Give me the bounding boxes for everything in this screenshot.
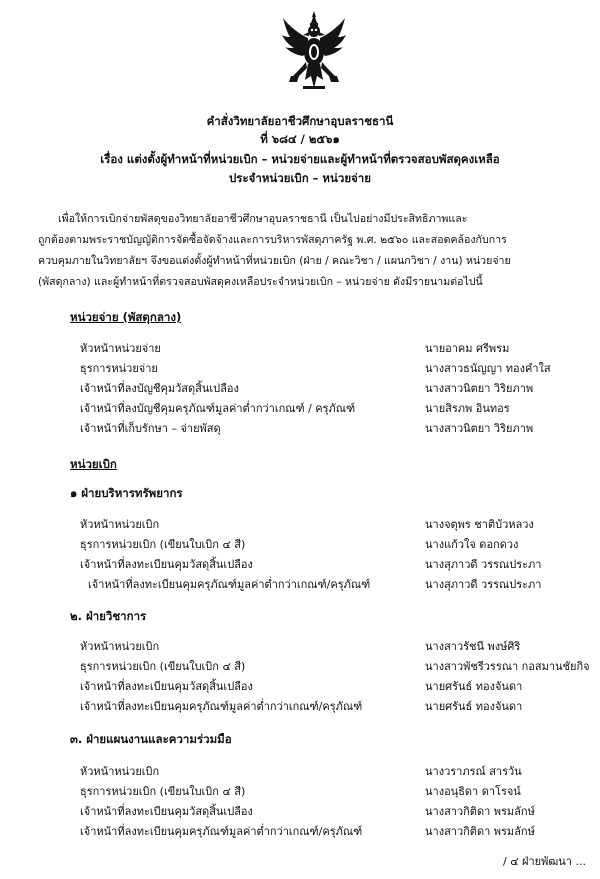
list-item: [0, 680, 600, 696]
body-line: (พัสดุกลาง) และผู้ทำหน้าที่ตรวจสอบพัสดุคงเหลือประจำหน่วยเบิก – หน่วยจ่าย ดังมีรายนามต่อไปนี้: [38, 276, 483, 288]
person-name: นางสาวกิติดา พรมลักษ์: [425, 805, 535, 818]
role-label: ธุรการหน่วยเบิก (เขียนใบเบิก ๔ สี): [80, 538, 246, 551]
page-continuation: / ๔ ฝ่ายพัฒนา ...: [503, 855, 586, 868]
list-item: [0, 700, 600, 716]
person-name: นายสิรภพ อินทอร: [425, 402, 510, 415]
person-name: นางจตุพร ชาติบัวหลวง: [425, 518, 534, 531]
role-label: เจ้าหน้าที่ลงบัญชีคุมวัสดุสิ้นเปลือง: [80, 382, 239, 395]
role-label: หัวหน้าหน่วยเบิก: [80, 765, 160, 778]
list-item: [0, 538, 600, 554]
role-label: ธุรการหน่วยเบิก (เขียนใบเบิก ๔ สี): [80, 660, 246, 673]
role-label: หัวหน้าหน่วยเบิก: [80, 518, 160, 531]
list-item: [0, 342, 600, 358]
role-label: เจ้าหน้าที่ลงบัญชีคุมครุภัณฑ์มูลค่าต่ำกว่าเกณฑ์ / ครุภัณฑ์: [80, 402, 356, 415]
list-item: [0, 558, 600, 574]
person-name: นายศรันธ์ ทองจันดา: [425, 680, 523, 693]
person-name: นายศรันธ์ ทองจันดา: [425, 700, 523, 713]
role-label: ธุรการหน่วยเบิก (เขียนใบเบิก ๔ สี): [80, 785, 246, 798]
section-title-pay-unit: หน่วยจ่าย (พัสดุกลาง): [70, 310, 182, 324]
role-label: เจ้าหน้าที่ลงทะเบียนคุมครุภัณฑ์มูลค่าต่ำกว่าเกณฑ์/ครุภัณฑ์: [80, 700, 363, 713]
section-title-withdraw-unit: หน่วยเบิก: [70, 457, 117, 471]
person-name: นางสาวรัชนี พงษ์ศิริ: [425, 640, 521, 653]
group-title: ๒. ฝ่ายวิชาการ: [70, 609, 147, 623]
role-label: หัวหน้าหน่วยจ่าย: [80, 342, 161, 355]
person-name: นางแก้วใจ ดอกดวง: [425, 538, 519, 551]
list-item: [0, 422, 600, 438]
person-name: นายอาคม ศรีพรม: [425, 342, 510, 355]
group-title: ๑ ฝ่ายบริหารทรัพยากร: [70, 486, 183, 500]
person-name: นางอนุธิดา ดาโรจน์: [425, 785, 521, 798]
role-label: เจ้าหน้าที่ลงทะเบียนคุมวัสดุสิ้นเปลือง: [80, 680, 253, 693]
group-title: ๓. ฝ่ายแผนงานและความร่วมมือ: [70, 732, 232, 746]
list-item: [0, 578, 600, 594]
person-name: นางสาวธนัญญา ทองคำใส: [425, 362, 551, 375]
subject-line-2: ประจำหน่วยเบิก – หน่วยจ่าย: [228, 171, 371, 185]
role-label: เจ้าหน้าที่ลงทะเบียนคุมครุภัณฑ์มูลค่าต่ำกว่าเกณฑ์/ครุภัณฑ์: [80, 825, 363, 838]
list-item: [0, 518, 600, 534]
person-name: นางสาวกิติดา พรมลักษ์: [425, 825, 535, 838]
garuda-emblem-icon: [281, 10, 347, 94]
person-name: นางสาวนิตยา วิริยภาพ: [425, 382, 534, 395]
role-label: เจ้าหน้าที่ลงทะเบียนคุมครุภัณฑ์มูลค่าต่ำกว่าเกณฑ์/ครุภัณฑ์: [88, 578, 371, 591]
list-item: [0, 382, 600, 398]
list-item: [0, 402, 600, 418]
list-item: [0, 660, 600, 676]
order-number: ที่ ๖๘๔ / ๒๕๖๑: [260, 132, 340, 146]
body-line: ควบคุมภายในวิทยาลัยฯ จึงขอแต่งตั้งผู้ทำหน้าที่หน่วยเบิก (ฝ่าย / คณะวิชา / แผนกวิชา / งาน) หน่วยจ่าย: [38, 255, 511, 267]
body-line: ถูกต้องตามพระราชบัญญัติการจัดซื้อจัดจ้างและการบริหารพัสดุภาครัฐ พ.ศ. ๒๕๖๐ และสอดคล้องกับการ: [38, 234, 507, 246]
role-label: เจ้าหน้าที่เก็บรักษา – จ่ายพัสดุ: [80, 422, 221, 435]
role-label: ธุรการหน่วยจ่าย: [80, 362, 158, 375]
person-name: นางสาวพัชรีวรรณา กอสมานชัยกิจ: [425, 660, 590, 673]
body-line: เพื่อให้การเบิกจ่ายพัสดุของวิทยาลัยอาชีวศึกษาอุบลราชธานี เป็นไปอย่างมีประสิทธิภาพและ: [58, 213, 468, 225]
person-name: นางสุภาวดี วรรณประภา: [425, 558, 542, 571]
list-item: [0, 362, 600, 378]
person-name: นางสุภาวดี วรรณประภา: [425, 578, 542, 591]
role-label: เจ้าหน้าที่ลงทะเบียนคุมวัสดุสิ้นเปลือง: [80, 558, 253, 571]
role-label: หัวหน้าหน่วยเบิก: [80, 640, 160, 653]
subject-line: เรื่อง แต่งตั้งผู้ทำหน้าที่หน่วยเบิก – หน่วยจ่ายและผู้ทำหน้าที่ตรวจสอบพัสดุคงเหลือ: [100, 152, 500, 166]
person-name: นางสาวนิตยา วิริยภาพ: [425, 422, 534, 435]
list-item: [0, 805, 600, 821]
list-item: [0, 640, 600, 656]
person-name: นางวราภรณ์ สารวัน: [425, 765, 522, 778]
org-title: คำสั่งวิทยาลัยอาชีวศึกษาอุบลราชธานี: [206, 114, 394, 128]
role-label: เจ้าหน้าที่ลงทะเบียนคุมวัสดุสิ้นเปลือง: [80, 805, 253, 818]
list-item: [0, 785, 600, 801]
list-item: [0, 825, 600, 841]
list-item: [0, 765, 600, 781]
